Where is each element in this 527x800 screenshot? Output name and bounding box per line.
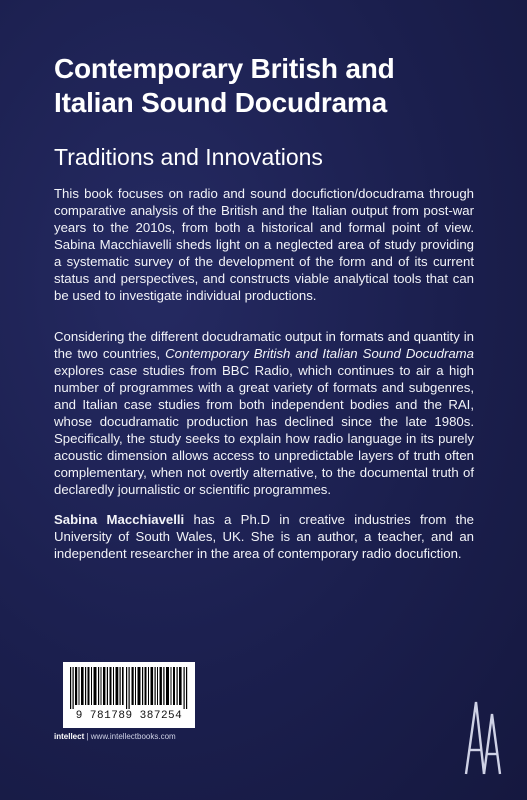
book-title-line-1: Contemporary British and: [54, 53, 395, 84]
author-bio-text: has a Ph.D in creative industries from the University of South Wales, UK. She is an author, a teacher, and an independent researcher in the area of contemporary radio docufiction.: [54, 512, 475, 561]
publisher-line: [54, 732, 176, 741]
barcode-bars: [68, 667, 190, 709]
author-name: Sabina Macchiavelli: [54, 512, 185, 527]
publisher-website: www.intellectbooks.com: [90, 732, 176, 741]
description-paragraph-1: This book focuses on radio and sound docufiction/docudrama through comparative analysis of the British and the Italian output from post-war years to the 2010s, from both a historical and formal point of view. Sabina Macchiavelli sheds light on a neglected area of study providing a systematic survey of the development of the form and of its current status and perspectives, and constructs viable analytical tools that can be used to investigate individual productions.: [54, 186, 474, 303]
publisher-separator: |: [86, 732, 89, 741]
book-title-line-2: Italian Sound Docudrama: [54, 87, 387, 118]
book-title-italic: Contemporary British and Italian Sound Docudrama: [165, 346, 474, 361]
author-bio: [54, 511, 474, 562]
paragraph-2-body: explores case studies from BBC Radio, which continues to air a high number of programmes with a great variety of formats and subgenres, and Italian case studies from both independent bodies and the RAI, whose docudramatic production has declined since the late 1980s. Specifically, the study seeks to explain how radio language in its purely acoustic dimension allows access to unpredictable layers of truth often complementary, when not overtly alternative, to the documental truth of declaredly journalistic or scientific programmes.: [54, 363, 474, 497]
book-subtitle: Traditions and Innovations: [54, 144, 323, 170]
book-title: [54, 52, 494, 120]
description-paragraph-2: [54, 328, 474, 498]
paragraph-2-intro: Considering the different docudramatic output in formats and quantity in the two countries,: [54, 329, 474, 361]
publisher-name: intellect: [54, 732, 85, 741]
intellect-logo-icon: [462, 694, 506, 780]
isbn-barcode: [63, 662, 195, 728]
isbn-number: 9 781789 387254: [75, 710, 183, 722]
